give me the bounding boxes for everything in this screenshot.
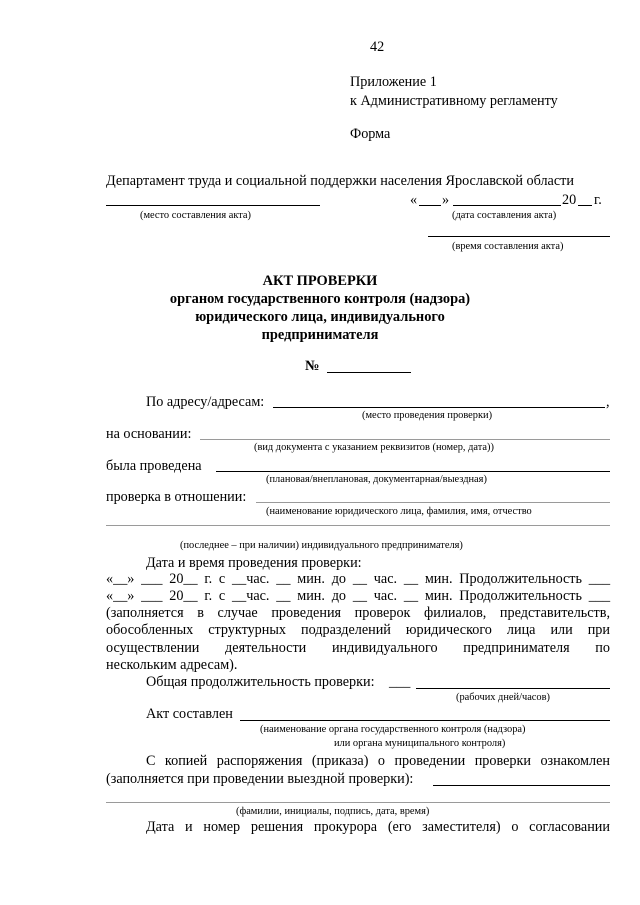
title-line3: юридического лица, индивидуального [195, 309, 445, 325]
form-label: Форма [350, 126, 391, 142]
date-year-suffix: г. [594, 192, 602, 208]
to-label: мин. до [297, 588, 347, 604]
place-caption: (место составления акта) [140, 210, 251, 221]
from-hour-field[interactable]: __час. [232, 571, 270, 587]
hour-unit: час. [373, 588, 398, 604]
title-line1: АКТ ПРОВЕРКИ [262, 273, 378, 289]
to-minute-field[interactable]: __ [403, 571, 419, 587]
year-prefix: 20 [169, 571, 184, 587]
duration-unit-label: мин. Продолжительность [424, 571, 582, 587]
duration-line[interactable] [416, 688, 610, 689]
duration-label: Общая продолжительность проверки: [146, 674, 375, 690]
from-label: г. с [204, 571, 226, 587]
copy-order-caption: (фамилии, инициалы, подпись, дата, время) [236, 806, 430, 817]
date-caption: (дата составления акта) [452, 210, 557, 221]
hour-unit: час. [373, 571, 398, 587]
basis-line[interactable] [200, 439, 610, 440]
to-label: мин. до [297, 571, 347, 587]
datetime-note-3: осуществлении деятельности индивидуального предпринимателя по [106, 640, 610, 656]
regarding-line-2[interactable] [106, 525, 610, 526]
basis-caption: (вид документа с указанием реквизитов (номер, дата)) [254, 442, 494, 453]
date-month-line[interactable] [453, 205, 561, 206]
month-field[interactable]: ___ [141, 571, 163, 587]
title-line2: органом государственного контроля (надзора) [169, 291, 471, 307]
page-number: 42 [370, 39, 385, 55]
regarding-line[interactable] [256, 502, 610, 503]
to-minute-field[interactable]: __ [403, 588, 419, 604]
regarding-caption-2: (последнее – при наличии) индивидуального предпринимателя) [180, 540, 463, 551]
year-field[interactable]: __ [183, 571, 198, 587]
title-line4: предпринимателя [261, 327, 379, 343]
conducted-label: была проведена [106, 458, 202, 474]
conducted-caption: (плановая/внеплановая, документарная/выездная) [266, 474, 487, 485]
prosecutor-line1: Дата и номер решения прокурора (его заместителя) о согласовании [146, 819, 610, 835]
date-open-quote: « [410, 192, 418, 208]
date-year-prefix: 20 [562, 192, 577, 208]
datetime-note-1: (заполняется в случае проведения проверок филиалов, представительств, [106, 605, 610, 621]
to-hour-field[interactable]: __ [352, 571, 367, 587]
date-day-line[interactable] [419, 205, 441, 206]
regarding-caption: (наименование юридического лица, фамилия, имя, отчество [266, 506, 532, 517]
month-field[interactable]: ___ [141, 588, 163, 604]
datetime-note-4: нескольким адресам). [106, 657, 238, 673]
from-minute-field[interactable]: __ [276, 588, 291, 604]
address-comma: , [606, 394, 610, 410]
date-year-line[interactable] [578, 205, 592, 206]
department-name: Департамент труда и социальной поддержки населения Ярославской области [106, 173, 574, 189]
from-label: г. с [204, 588, 226, 604]
year-field[interactable]: __ [183, 588, 198, 604]
address-caption: (место проведения проверки) [362, 410, 493, 421]
datetime-row-1[interactable] [106, 572, 610, 586]
time-line[interactable] [428, 236, 610, 237]
duration-field[interactable]: ___ [588, 571, 611, 587]
address-label: По адресу/адресам: [146, 394, 265, 410]
duration-caption: (рабочих дней/часов) [456, 692, 550, 703]
from-minute-field[interactable]: __ [276, 571, 291, 587]
time-caption: (время составления акта) [452, 241, 564, 252]
act-number-label: № [305, 358, 320, 374]
copy-order-line1: С копией распоряжения (приказа) о проведении проверки ознакомлен [146, 753, 610, 769]
year-prefix: 20 [169, 588, 184, 604]
date-close-quote: » [442, 192, 450, 208]
datetime-heading: Дата и время проведения проверки: [146, 555, 362, 571]
datetime-row-2[interactable] [106, 589, 610, 603]
act-number-line[interactable] [327, 372, 411, 373]
from-hour-field[interactable]: __час. [232, 588, 270, 604]
composed-label: Акт составлен [146, 706, 233, 722]
appendix-line1: Приложение 1 [350, 74, 437, 90]
appendix-line2: к Административному регламенту [350, 93, 558, 109]
copy-order-line[interactable] [433, 785, 610, 786]
conducted-line[interactable] [216, 471, 610, 472]
copy-order-line2: (заполняется при проведении выездной проверки): [106, 771, 414, 787]
to-hour-field[interactable]: __ [352, 588, 367, 604]
day-field[interactable]: «__» [106, 571, 135, 587]
address-line[interactable] [273, 407, 605, 408]
composed-caption-2: или органа муниципального контроля) [334, 738, 506, 749]
copy-order-signature-line[interactable] [106, 802, 610, 803]
place-line[interactable] [106, 205, 320, 206]
regarding-label: проверка в отношении: [106, 489, 247, 505]
datetime-note-2: обособленных структурных подразделений юридического лица или при [106, 622, 610, 638]
duration-field[interactable]: ___ [588, 588, 611, 604]
composed-line[interactable] [240, 720, 610, 721]
basis-label: на основании: [106, 426, 192, 442]
duration-unit-label: мин. Продолжительность [424, 588, 582, 604]
composed-caption-1: (наименование органа государственного контроля (надзора) [260, 724, 526, 735]
duration-short-field[interactable]: ___ [389, 674, 411, 690]
day-field[interactable]: «__» [106, 588, 135, 604]
